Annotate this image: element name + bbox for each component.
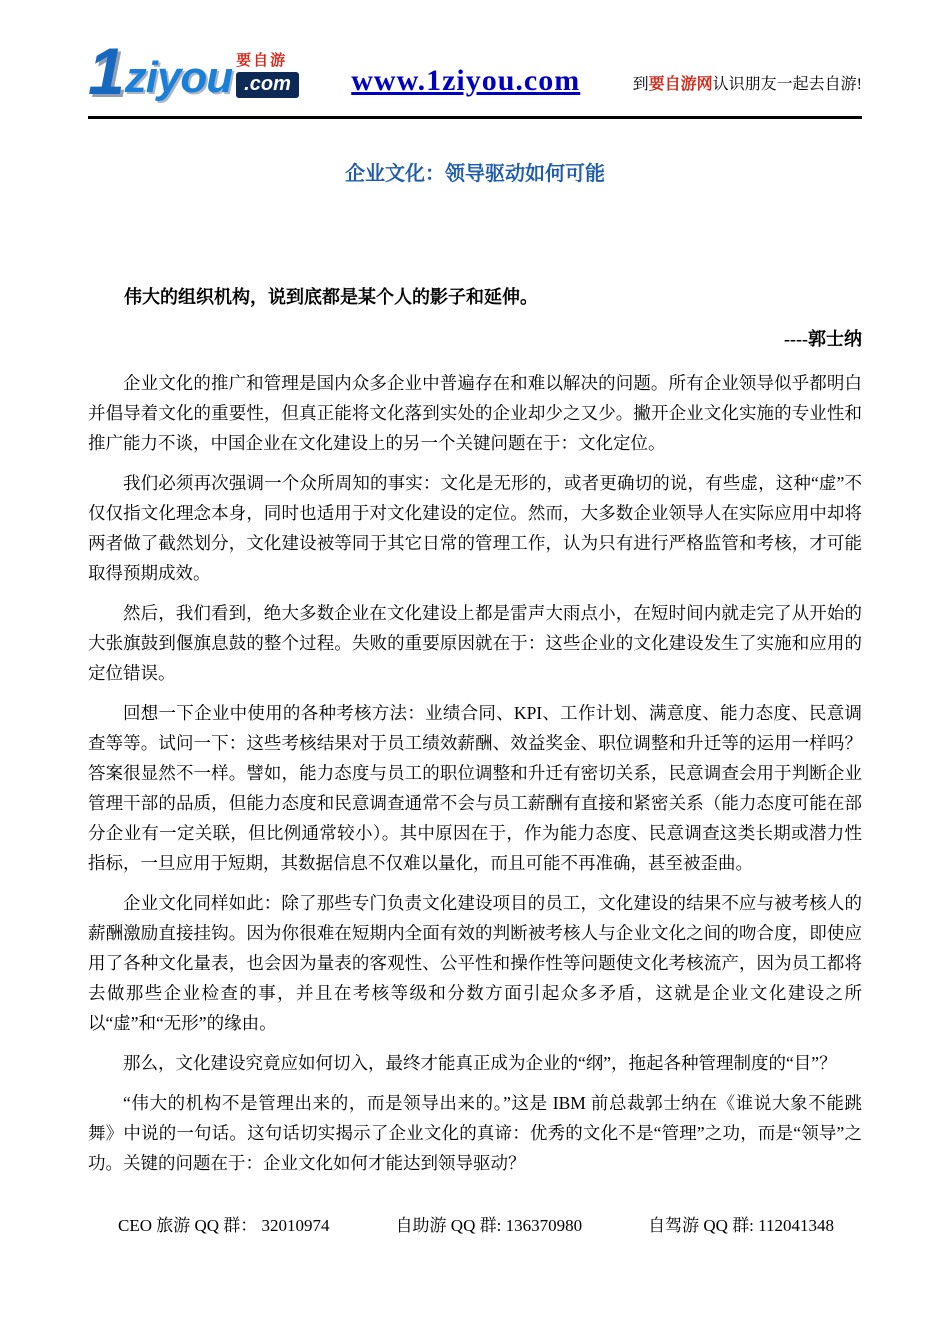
footer-item-selfdrive-group: 自驾游 QQ 群: 112041348 — [648, 1216, 834, 1235]
logo-com-badge: .com — [236, 72, 299, 98]
site-logo — [88, 26, 299, 108]
paragraph: 企业文化同样如此：除了那些专门负责文化建设项目的员工，文化建设的结果不应与被考核人的薪酬激励直接挂钩。因为你很难在短期内全面有效的判断被考核人与企业文化之间的吻合度，即使应用了各种文化量表，也会因为量表的客观性、公平性和操作性等问题使文化考核流产，因为员工都将去做那些企业检查的事，并且在考核等级和分数方面引起众多矛盾，这就是企业文化建设之所以“虚”和“无形”的缘由。 — [88, 893, 862, 1033]
paragraph: 那么，文化建设究竟应如何切入，最终才能真正成为企业的“纲”，拖起各种管理制度的“目”？ — [123, 1053, 837, 1073]
page-footer — [88, 1212, 862, 1240]
logo-ziyou-text: ziyou — [124, 53, 233, 102]
paragraph: “伟大的机构不是管理出来的，而是领导出来的。”这是 IBM 前总裁郭士纳在《谁说大象不能跳舞》中说的一句话。这句话切实揭示了企业文化的真谛：优秀的文化不是“管理”之功，而是“领导”之功。关键的问题在于：企业文化如何才能达到领导驱动？ — [88, 1093, 862, 1173]
header-slogan — [633, 71, 862, 104]
paragraph: 然后，我们看到，绝大多数企业在文化建设上都是雷声大雨点小，在短时间内就走完了从开始的大张旗鼓到偃旗息鼓的整个过程。失败的重要原因就在于：这些企业的文化建设发生了实施和应用的定位错误。 — [88, 603, 862, 683]
paragraph: 我们必须再次强调一个众所周知的事实：文化是无形的，或者更确切的说，有些虚，这种“虚”不仅仅指文化理念本身，同时也适用于对文化建设的定位。然而，大多数企业领导人在实际应用中却将两者做了截然划分，文化建设被等同于其它日常的管理工作，认为只有进行严格监管和考核，才可能取得预期成效。 — [88, 473, 862, 583]
logo-wordmark — [88, 34, 233, 108]
paragraph: 企业文化的推广和管理是国内众多企业中普遍存在和难以解决的问题。所有企业领导似乎都明白并倡导着文化的重要性，但真正能将文化落到实处的企业却少之又少。撇开企业文化实施的专业性和推广能力不谈，中国企业在文化建设上的另一个关键问题在于：文化定位。 — [88, 373, 862, 453]
slogan-suffix: 认识朋友一起去自游! — [712, 76, 862, 93]
footer-item-selfhelp-group: 自助游 QQ 群: 136370980 — [395, 1216, 583, 1235]
page-header — [88, 26, 862, 119]
quote-text: 伟大的组织机构，说到底都是某个人的影子和延伸。 — [124, 287, 538, 307]
document-title: 企业文化：领导驱动如何可能 — [345, 163, 605, 185]
footer-item-ceo-group: CEO 旅游 QQ 群： 32010974 — [118, 1216, 330, 1235]
logo-numeral-one: 1 — [88, 34, 125, 108]
site-url-link[interactable]: www.1ziyou.com — [351, 64, 581, 97]
quote-attribution: ----郭士纳 — [784, 329, 862, 349]
slogan-highlight: 要自游网 — [648, 76, 713, 93]
document-body — [88, 368, 862, 1178]
paragraph: 回想一下企业中使用的各种考核方法：业绩合同、KPI、工作计划、满意度、能力态度、民意调查等等。试问一下：这些考核结果对于员工绩效薪酬、效益奖金、职位调整和升迁等的运用一样吗？答案很显然不一样。譬如，能力态度与员工的职位调整和升迁有密切关系，民意调查会用于判断企业管理干部的品质，但能力态度和民意调查通常不会与员工薪酬有直接和紧密关系（能力态度可能在部分企业有一定关联，但比例通常较小）。其中原因在于，作为能力态度、民意调查这类长期或潜力性指标，一旦应用于短期，其数据信息不仅难以量化，而且可能不再准确，甚至被歪曲。 — [88, 703, 862, 873]
logo-tagline: 要自游 — [236, 52, 288, 69]
logo-side-block — [236, 49, 299, 104]
slogan-prefix: 到 — [632, 76, 649, 93]
